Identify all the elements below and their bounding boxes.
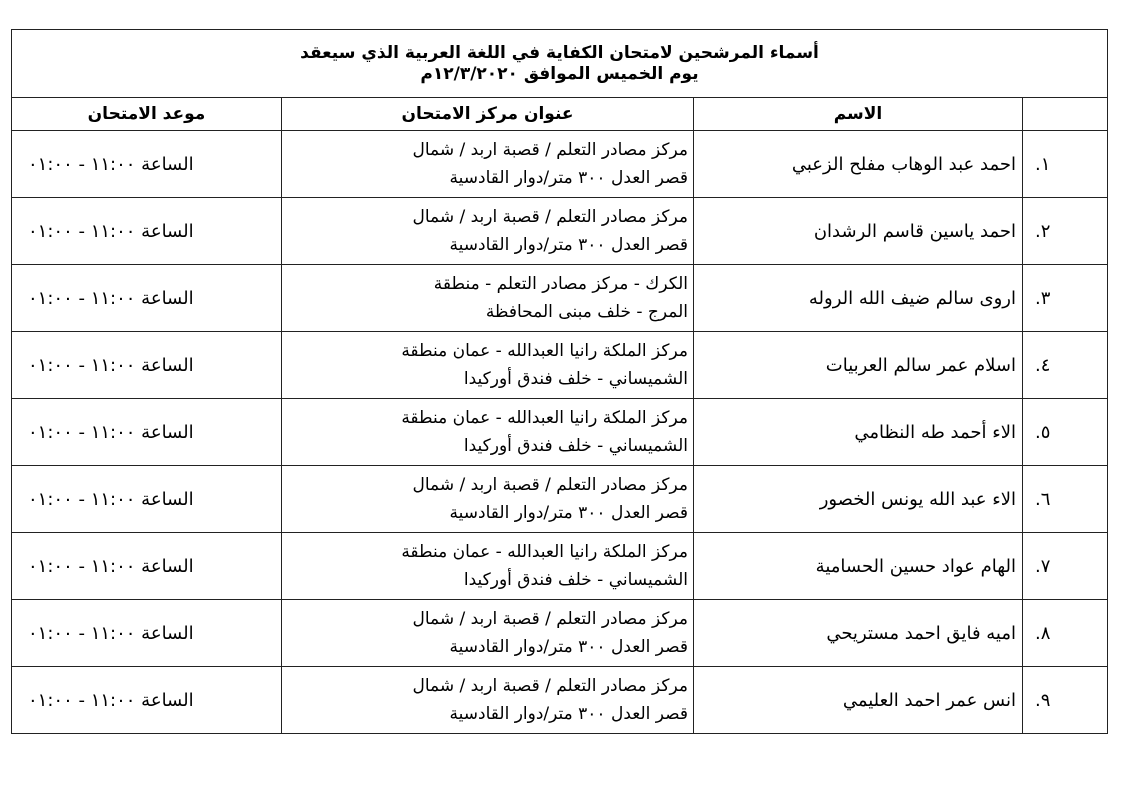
header-address: عنوان مركز الامتحان — [282, 98, 694, 131]
address-line-1: مركز الملكة رانيا العبدالله - عمان منطقة — [401, 341, 688, 361]
address-line-2: قصر العدل ٣٠٠ متر/دوار القادسية — [449, 637, 688, 657]
row-number: ٨. — [1023, 600, 1108, 667]
exam-time: الساعة ١١:٠٠ - ٠١:٠٠ — [12, 667, 282, 734]
address-line-2: الشميساني - خلف فندق أوركيدا — [463, 436, 688, 456]
row-number: ٣. — [1023, 265, 1108, 332]
candidate-name: اروى سالم ضيف الله الروله — [694, 265, 1023, 332]
exam-time: الساعة ١١:٠٠ - ٠١:٠٠ — [12, 332, 282, 399]
candidate-name: احمد ياسين قاسم الرشدان — [694, 198, 1023, 265]
address-line-1: مركز مصادر التعلم / قصبة اربد / شمال — [412, 207, 688, 227]
address-line-1: مركز مصادر التعلم / قصبة اربد / شمال — [412, 475, 688, 495]
address-line-1: الكرك - مركز مصادر التعلم - منطقة — [433, 274, 688, 294]
address-line-2: قصر العدل ٣٠٠ متر/دوار القادسية — [449, 168, 688, 188]
header-number — [1023, 98, 1108, 131]
row-number: ٥. — [1023, 399, 1108, 466]
candidates-table — [11, 29, 1108, 734]
row-number: ٦. — [1023, 466, 1108, 533]
address-line-2: قصر العدل ٣٠٠ متر/دوار القادسية — [449, 503, 688, 523]
exam-center-address — [282, 198, 694, 265]
address-line-2: الشميساني - خلف فندق أوركيدا — [463, 369, 688, 389]
table-row — [12, 399, 1108, 466]
candidate-name: الاء عبد الله يونس الخصور — [694, 466, 1023, 533]
exam-center-address — [282, 533, 694, 600]
title-line-2: يوم الخميس الموافق ١٢/٣/٢٠٢٠م — [420, 63, 699, 84]
candidate-name: اسلام عمر سالم العربيات — [694, 332, 1023, 399]
address-line-1: مركز الملكة رانيا العبدالله - عمان منطقة — [401, 542, 688, 562]
exam-time: الساعة ١١:٠٠ - ٠١:٠٠ — [12, 131, 282, 198]
exam-time: الساعة ١١:٠٠ - ٠١:٠٠ — [12, 533, 282, 600]
row-number: ٤. — [1023, 332, 1108, 399]
table-row — [12, 198, 1108, 265]
exam-center-address — [282, 667, 694, 734]
address-line-2: الشميساني - خلف فندق أوركيدا — [463, 570, 688, 590]
row-number: ٩. — [1023, 667, 1108, 734]
address-line-1: مركز مصادر التعلم / قصبة اربد / شمال — [412, 676, 688, 696]
header-time: موعد الامتحان — [12, 98, 282, 131]
table-title — [12, 30, 1108, 98]
title-line-1: أسماء المرشحين لامتحان الكفاية في اللغة العربية الذي سيعقد — [300, 42, 819, 63]
candidate-name: انس عمر احمد العليمي — [694, 667, 1023, 734]
exam-center-address — [282, 466, 694, 533]
exam-center-address — [282, 265, 694, 332]
address-line-2: المرج - خلف مبنى المحافظة — [485, 302, 688, 322]
table-row — [12, 533, 1108, 600]
table-row — [12, 265, 1108, 332]
exam-center-address — [282, 399, 694, 466]
exam-time: الساعة ١١:٠٠ - ٠١:٠٠ — [12, 265, 282, 332]
exam-center-address — [282, 600, 694, 667]
table-row — [12, 667, 1108, 734]
candidate-name: الاء أحمد طه النظامي — [694, 399, 1023, 466]
row-number: ٢. — [1023, 198, 1108, 265]
row-number: ١. — [1023, 131, 1108, 198]
candidate-name: احمد عبد الوهاب مفلح الزعبي — [694, 131, 1023, 198]
header-name: الاسم — [694, 98, 1023, 131]
title-row — [12, 30, 1108, 98]
exam-time: الساعة ١١:٠٠ - ٠١:٠٠ — [12, 198, 282, 265]
exam-center-address — [282, 131, 694, 198]
address-line-2: قصر العدل ٣٠٠ متر/دوار القادسية — [449, 704, 688, 724]
exam-time: الساعة ١١:٠٠ - ٠١:٠٠ — [12, 600, 282, 667]
address-line-2: قصر العدل ٣٠٠ متر/دوار القادسية — [449, 235, 688, 255]
table-row — [12, 131, 1108, 198]
exam-time: الساعة ١١:٠٠ - ٠١:٠٠ — [12, 399, 282, 466]
address-line-1: مركز مصادر التعلم / قصبة اربد / شمال — [412, 140, 688, 160]
row-number: ٧. — [1023, 533, 1108, 600]
header-row — [12, 98, 1108, 131]
address-line-1: مركز مصادر التعلم / قصبة اربد / شمال — [412, 609, 688, 629]
table-row — [12, 600, 1108, 667]
address-line-1: مركز الملكة رانيا العبدالله - عمان منطقة — [401, 408, 688, 428]
candidate-name: اميه فايق احمد مستريحي — [694, 600, 1023, 667]
table-row — [12, 466, 1108, 533]
candidate-name: الهام عواد حسين الحسامية — [694, 533, 1023, 600]
exam-center-address — [282, 332, 694, 399]
exam-time: الساعة ١١:٠٠ - ٠١:٠٠ — [12, 466, 282, 533]
table-row — [12, 332, 1108, 399]
